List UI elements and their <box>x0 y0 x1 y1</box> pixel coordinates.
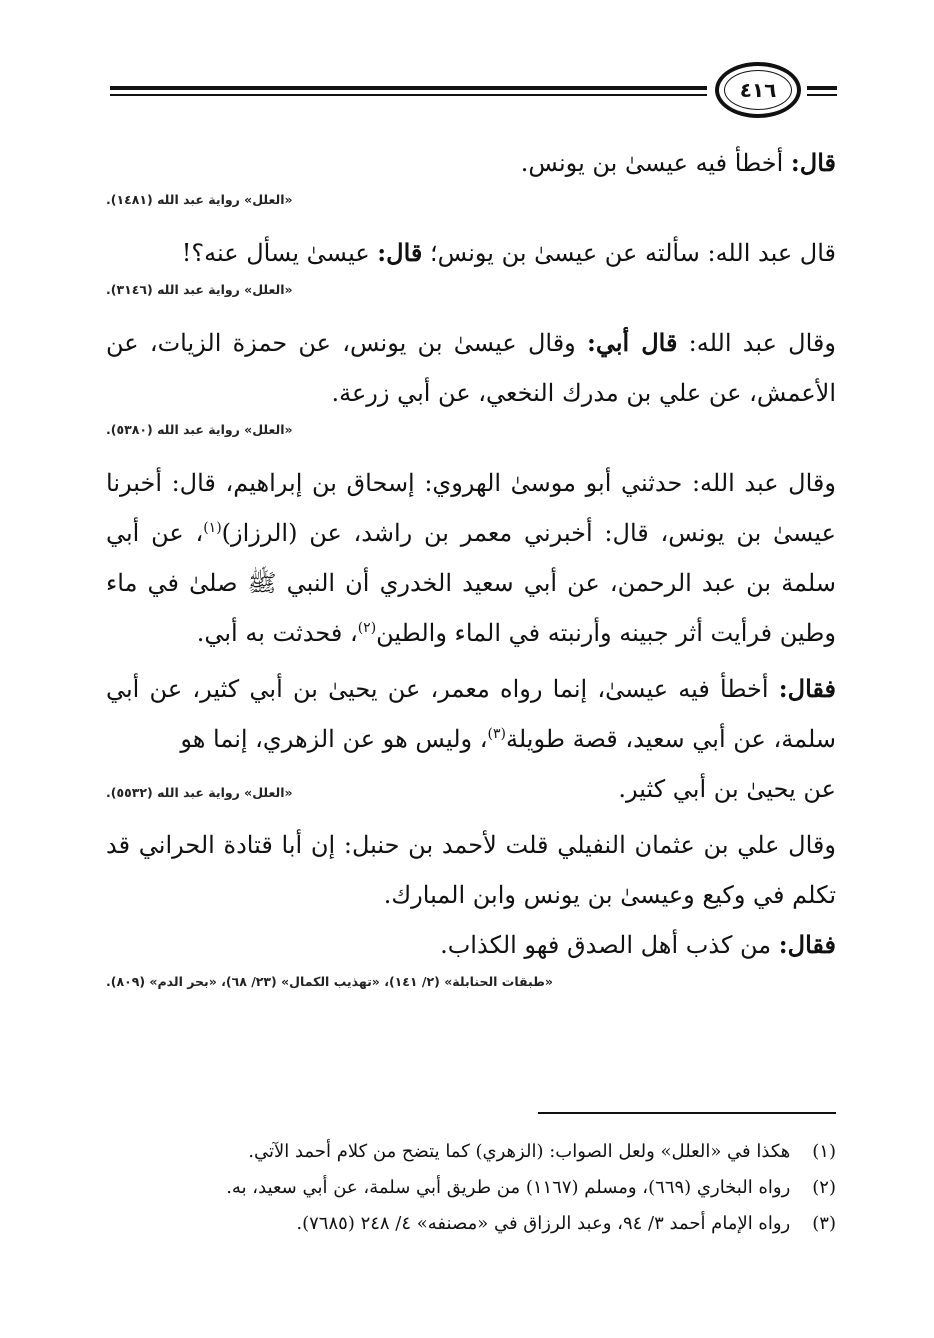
paragraph-text: قال عبد الله: سألته عن عيسىٰ بن يونس؛ <box>422 239 836 267</box>
footnote-number: (٣) <box>812 1213 836 1234</box>
header-rule <box>110 86 707 90</box>
page-header <box>110 58 837 124</box>
page-number: ٤١٦ <box>724 70 792 110</box>
footnote-number: (٢) <box>812 1177 836 1198</box>
source-citation: «العلل» رواية عبد الله (٥٣٨٠). <box>106 422 293 437</box>
paragraph-text: عيسىٰ يسأل عنه؟! <box>181 239 378 267</box>
footnote-ref[interactable]: (٣) <box>487 726 506 742</box>
footnote-number: (١) <box>812 1141 836 1162</box>
lead-word: فقال: <box>778 674 836 703</box>
header-rule <box>807 94 837 96</box>
footnote <box>106 1134 836 1170</box>
paragraph-text: ، عن أبي سلمة بن عبد الرحمن، عن أبي سعيد الخدري أن النبي ﷺ صلىٰ في ماء وطين فرأيت أثر جبينه وأرنبته في الماء والطين <box>106 519 836 647</box>
header-rule <box>110 94 707 96</box>
paragraph-text: من كذب أهل الصدق فهو الكذاب. <box>440 931 779 959</box>
paragraph <box>106 138 836 188</box>
paragraph-last-line <box>106 764 836 814</box>
lead-word: قال أبي: <box>587 328 678 357</box>
header-rule <box>807 86 837 90</box>
footnote-ref[interactable]: (١) <box>203 520 222 536</box>
page-body <box>106 138 836 1010</box>
footnote-text: رواه الإمام أحمد ٣/ ٩٤، وعبد الرزاق في «مصنفه» ٤/ ٢٤٨ (٧٦٨٥). <box>296 1213 791 1234</box>
footnotes <box>106 1134 836 1242</box>
footnote-text: رواه البخاري (٦٦٩)، ومسلم (١١٦٧) من طريق أبي سلمة، عن أبي سعيد، به. <box>226 1177 791 1198</box>
footnote <box>106 1206 836 1242</box>
page-number-badge <box>715 62 801 118</box>
paragraph <box>106 664 836 764</box>
lead-word: قال: <box>377 238 423 267</box>
paragraph-text: وقال عبد الله: حدثني أبو موسىٰ الهروي: إسحاق بن إبراهيم، قال: أخبرنا عيسىٰ بن يونس، قال: أخبرني معمر بن راشد، عن (الرزاز) <box>106 469 836 547</box>
footnote <box>106 1170 836 1206</box>
paragraph-text: عن يحيىٰ بن أبي كثير. <box>618 775 836 803</box>
source-citation: «العلل» رواية عبد الله (١٤٨١). <box>106 192 293 207</box>
paragraph-text: وقال عيسىٰ بن يونس، عن حمزة الزيات، عن الأعمش، عن علي بن مدرك النخعي، عن أبي زرعة. <box>106 329 836 407</box>
footnote-text: هكذا في «العلل» ولعل الصواب: (الزهري) كما يتضح من كلام أحمد الآتي. <box>248 1141 791 1162</box>
paragraph-text: ، فحدثت به أبي. <box>196 619 358 647</box>
paragraph <box>106 228 836 278</box>
paragraph: وقال علي بن عثمان النفيلي قلت لأحمد بن حنبل: إن أبا قتادة الحراني قد تكلم في وكيع وعيسىٰ بن يونس وابن المبارك. <box>106 831 836 909</box>
footnote-ref[interactable]: (٢) <box>357 620 377 636</box>
lead-word: فقال: <box>778 930 836 959</box>
paragraph <box>106 458 836 658</box>
paragraph-text: وقال عبد الله: <box>677 329 836 357</box>
paragraph-text: أخطأ فيه عيسىٰ، إنما رواه معمر، عن يحيىٰ بن أبي كثير، عن أبي سلمة، عن أبي سعيد، قصة طويلة <box>106 675 836 753</box>
source-citation: «طبقات الحنابلة» (٢/ ١٤١)، «تهذيب الكمال» (٢٣/ ٦٨)، «بحر الدم» (٨٠٩). <box>106 974 553 989</box>
source-citation: «العلل» رواية عبد الله (٣١٤٦). <box>106 282 293 297</box>
paragraph-text: أخطأ فيه عيسىٰ بن يونس. <box>520 149 791 177</box>
paragraph-text: ، وليس هو عن الزهري، إنما هو <box>180 725 488 753</box>
lead-word: قال: <box>790 148 836 177</box>
footnote-separator <box>538 1112 836 1114</box>
source-citation: «العلل» رواية عبد الله (٥٥٣٢). <box>106 785 293 800</box>
paragraph <box>106 920 836 970</box>
paragraph <box>106 318 836 418</box>
